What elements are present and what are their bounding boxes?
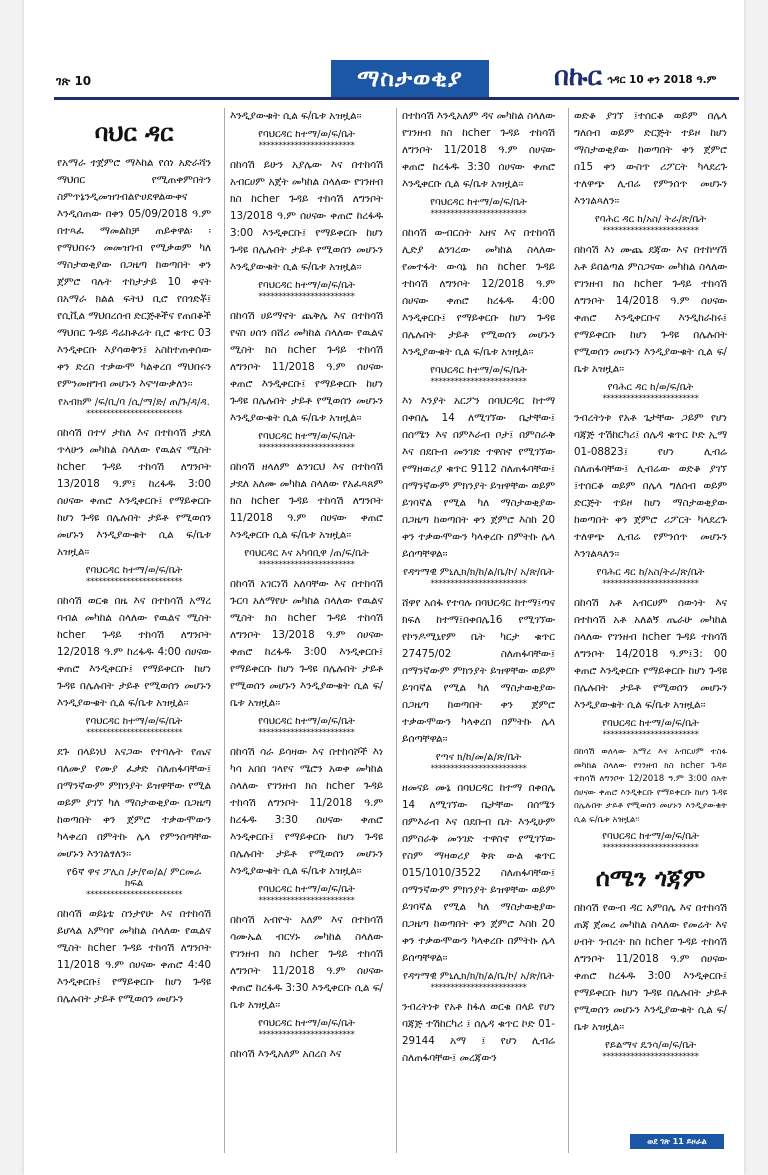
notice [402, 225, 555, 387]
notice-signature: የባህርዳር ከተማ/ወ/ፍ/ቤት [258, 884, 355, 895]
notice-signature: የባህርዳር ከተማ/ወ/ፍ/ቤት [258, 431, 355, 442]
notice-signature: የባህርዳር ከተማ/ወ/ፍ/ቤት [602, 718, 699, 729]
notice-separator: ************************ [258, 728, 355, 738]
column-4-content [569, 108, 732, 1062]
notice-text: በከሳሽ እንዲአለም አስረስ እና [230, 1048, 342, 1060]
notice [230, 459, 383, 570]
notice-separator: ************************ [258, 292, 355, 302]
notice [57, 744, 211, 900]
notice-separator: ************************ [602, 843, 699, 853]
notice-text: ሸዋየ አሰፋ የተባሉ በባህርዳር ከተማ፤ጣና ክፍለ ከተማ፤በቀበሌ16 የሚገኘው የኮንዶሚኒየም ቤት ካርታ ቁጥር 27475/02 ስለጠፋባቸው፤ በማንኛውም ምክንያት ይዝዋቸው ወይም ይገባኛል የሚል ካለ ማስታወቂያው በጋዜጣ ከወጣበት ቀን ጀምሮ ተቃውሞውን ካላቀረበ በምትኩ ሌላ ይሰጣቸዋል፡፡ [402, 597, 555, 745]
notice-text: በከሳሽ ሳራ ይሳዛው እና በተከሳሾች እነ ካሳ አበበ ገላየና ሜሮን አወቀ መካከል ስላለው የገንዘብ ክስ ከcher ጉዳይ ተከሳሽ ለግንቦት 11/2018 ዓ.ም ከረፋዱ 3:30 ሰሀናው ቀጠሮ እንዲቀርቡ፤ የማይቀርቡ ከሆነ ጉዳዩ በሌሉበት ታይቶ የሚወሰን መሆኑን እንዲያውቁት ሲል ፍ/ቤቱ አዝዟል፡፡ [230, 746, 383, 877]
notice-signature: የባህርዳር ከተማ/ወ/ፍ/ቤት [602, 831, 699, 842]
notice-separator: ************************ [258, 443, 355, 453]
notice-text: ደጉ በላይነህ አናጋው የተባሉት የጤና ባለሙያ የሙያ ፈቃድ ስለጠፋባቸው፤ በማንኛውም ምክንያት ይዝዋቸው የሚል ወይም ያገኘ ካለ ማስታወቂያው በጋዜጣ ከወጣበት ቀን ጀምሮ ተቃውሞውን ካላቀረበ በምትኩ ሌላ የምንሰጣቸው መሆኑን እንገልፃለን፡፡ [57, 746, 211, 860]
notice-text: በተከሳሽ እንዲአለም ዳና መካከል ስላለው የገንዘብ ክስ ከcher ጉዳይ ተከሳሽ ለግንቦት 11/2018 ዓ.ም ሰሀናው ቀጠሮ ከረፋዱ 3:30 ሰሀናው ቀጠሮ እንዲቀርቡ ሲል ፍ/ቤቱ አዝዟል፡፡ [402, 110, 555, 190]
notice-separator: ************************ [86, 728, 182, 738]
notice [574, 108, 727, 236]
column-4 [568, 108, 732, 1153]
notice-separator: ************************ [86, 409, 182, 419]
notice-separator: ************************ [258, 896, 355, 906]
notice [402, 393, 555, 589]
notice [57, 425, 211, 587]
notice-signature: የይልማና ዴንሳ/ወ/ፍ/ቤት [604, 1040, 697, 1051]
notice-text: ንብረትነቱ የአቶ ጌታቸው ጋይም የሆነ ባጃጅ ተሽከርካሪ፤ ሰሌዳ ቁጥር ኮድ ኢማ 01-08823፤ የሆነ ሊብሬ ስለጠፋባቸው፤ ሊብሬው ወድቆ ያገኘ ፤ተሰርቆ ወይም በሌላ ግለሰብ ወይም ድርጅት ተይዞ ከሆነ ማስታወቂያው ከወጣበት ቀን ጀምሮ ሪፖርት ካላደረጉ ተለዋጭ ሊብሬ የምንሰጥ መሆኑን እንገልጻለን፡፡ [574, 412, 727, 560]
notice-columns [52, 108, 742, 1158]
notice [574, 242, 727, 404]
notice [230, 157, 383, 302]
notice-signature: የባህርዳር ከተማ/ወ/ፍ/ቤት [430, 365, 527, 376]
notice-signature: የ6ኛ ዋና ፖሊስ /ታ/የወ/ል/ ምርመራ ክፍል [66, 867, 202, 889]
notice-signature: የባህርዳር ከተማ/ወ/ፍ/ቤት [85, 565, 183, 576]
notice-signature: የአብክም /ፍ/ቢ/ባ /ሲ/ማ/ድ/ ጠ/ጉ/ዳ/ዳ. [58, 397, 210, 408]
notice [574, 746, 727, 853]
issue-date: ኅዳር 10 ቀን 2018 ዓ.ም [607, 74, 717, 86]
notice [230, 108, 383, 151]
notice [230, 308, 383, 453]
notice-text: በከሳሽ ውብርስት አዘና እና በተከሳሽ ሊድያ ልንገረው መካከል ስላለው የመተፋት ውሳኔ ክስ ከcher ጉዳይ ተከሳሽ ለግንቦት 12/2018 ዓ.ም ሰሀናው ቀጠሮ ከረፋዱ 4:00 እንዲቀርቡ፤ የማይቀርቡ ከሆነ ጉዳዩ በሌሉበት ታይቶ የሚወሰን መሆኑን እንዲያውቁት ሲል ፍ/ቤቱ አዝዟል፡፡ [402, 227, 555, 358]
notice [402, 999, 555, 1067]
notice-text: በከሳሽ ወርቁ በዜ እና በተከሳሽ አማረ ባብል መካከል ስላለው የዉልና ሚስት ከcher ጉዳይ ተከሳሽ ለግንቦት 12/2018 ዓ.ም ከረፋዱ 4:00 ሰሀናው ቀጠሮ እንዲቀርቡ፤ የማይቀርቡ ከሆነ ጉዳዩ በሌሉበት ታይቶ የሚወሰን መሆኑን እንዲያውቁት ሲል ፍ/ቤቱ አዝዟል፡፡ [57, 595, 211, 709]
page-number: ገጽ 10 [56, 74, 92, 88]
notice [402, 108, 555, 219]
column-1 [52, 108, 216, 1153]
column-2 [224, 108, 388, 1153]
notice [230, 744, 383, 906]
column-2-content [225, 108, 388, 1063]
section-masthead: ማስታወቂያ [331, 60, 489, 97]
notice [402, 780, 555, 993]
notice-text: በከሳሽ ወለላው አማረ እና አብርሀም ተስፋ መካከል ስላለው የገንዘብ ክስ ከcher ጉዳይ ተከሳሽ ለግንቦት 12/2018 ዓ.ም 3:00 ሰአት ሰሀናው ቀጠሮ እንዲቀርቡ የማይቀርቡ ከሆነ ጉዳዩ በሌሉበት ታይቶ የሚወሰን መሆኑን እንዲያውቁት ሲል ፍ/ቤቱ አዝዟል፡፡ [574, 747, 727, 825]
notice-separator: ************************ [258, 1030, 355, 1040]
notice-text: በከሳሽ በተሃ ታከለ እና በተከሳሽ ታደለ ጥላሁን መካከል ስላለው የዉልና ሚስት ከcher ጉዳይ ተከሳሽ ለግንቦት 13/2018 ዓ.ም፤ ከረፋዱ 3:00 ሰሀናው ቀጠሮ እንዲቀርቡ፤ የማይቀርቡ ከሆነ ጉዳዩ በሌሉበት ታይቶ የሚወሰን መሆኑን እንዲያውቁት ሲል ፍ/ቤቱ አዝዟል፡፡ [57, 427, 211, 558]
continued-tag: ወደ ገጽ 11 ይዞራል [630, 1134, 724, 1149]
notice-text: በከሳሽ አገርነሽ አለባቸው እና በተከሳሽ ጉርባ አለማየሁ መካከል ስላለው የዉልና ሚስት ክስ ከcher ጉዳይ ተከሳሽ ለግንቦት 13/2018 ዓ.ም ሰሀናው ቀጠሮ ከረፋዱ 3:00 እንዲቀርቡ፤ የማይቀርቡ ከሆነ ጉዳዩ በሌሉበት ታይቶ የሚወሰን መሆኑን እንዲያውቁት ሲል ፍ/ቤቱ አዝዟል፡፡ [230, 578, 383, 709]
notice-separator: ************************ [430, 377, 527, 387]
notice-separator: ************************ [430, 983, 527, 993]
notice-text: በከሳሽ ይሁን አያሌው እና በተከሳሽ አብርሀም አጀት መካከል ስላለው የገንዘብ ክስ ከcher ጉዳይ ተከሳሽ ለግንቦት 13/2018 ዓ.ም ሰሀናው ቀጠሮ ከረፋዱ 3:00 እንዲቀርቡ፤ የማይቀርቡ ከሆነ ጉዳዩ በሌሉበት ታይቶ የሚወሰን መሆኑን እንዲያውቁት ሲል ፍ/ቤቱ አዝዟል፡፡ [230, 159, 383, 273]
notice [574, 595, 727, 740]
column-3 [396, 108, 560, 1153]
notice-signature: የባሕር ዳር ከ/አስ/ ትራ/ጽ/ቤት [594, 214, 707, 225]
notice-signature: የዳግማዊ ምኒሊክ/ክ/ከ/ል/ቤ/ኮ/ አ/ጽ/ቤት [403, 971, 554, 982]
notice-separator: ************************ [430, 579, 527, 589]
section-title: ባህር ዳር [94, 118, 174, 147]
notice-separator: ************************ [602, 226, 699, 236]
notice-separator: ************************ [86, 890, 182, 900]
notice-signature: የባሕር ዳር ከ/አስ/ትራ/ጽ/ቤት [596, 567, 705, 578]
notice-text: በከሳሽ የውብ ዳር አምበሌ እና በተከሳሽ ጠጃ ጀመረ መካከል ስላለው የመሬት እና ሀብት ንብረት ክስ ከcher ጉዳይ ተከሳሽ ለግንቦት 11/2018 ዓ.ም ሰሀናው ቀጠሮ ከረፋዱ 3:00 እንዲቀርቡ፤ የማይቀርቡ ከሆነ ጉዳዩ በሌሉበት ታይቶ የሚወሰን መሆኑን እንዲያውቁት ሲል ፍ/ቤቱ አዝዟል፡፡ [574, 902, 727, 1033]
notice-text: እንዲያውቁት ሲል ፍ/ቤቱ አዝዟል፡፡ [230, 110, 362, 122]
notice-signature: የባህርዳር ከተማ/ወ/ፍ/ቤት [258, 280, 355, 291]
notice-signature: የጣና ክ/ከ/መ/ል/ጽ/ቤት [435, 752, 522, 763]
notice [57, 593, 211, 738]
column-1-content [52, 118, 216, 1008]
notice-separator: ************************ [258, 560, 355, 570]
notice-text: ዘመናይ ሙኔ በባህርዳር ከተማ በቀበሌ 14 ለሚገኘው ቤታቸው በሰሜን በምእራብ እና በደቡብ ቤት እንዲሁም በምስራቅ መንገድ ተዋስኖ የሚገኘው የስም ማዛወሪያ ቅጽ ውል ቁጥር 015/1010/3522 ስለጠፋባቸው፤ በማንኛውም ምክንያት ይዝዋቸው ወይም ይገባኛል የሚል ካለ ማስታወቂያው በጋዜጣ ከወጣበት ቀን ጀምሮ እስከ 20 ቀን ተቃውሞውን ካላቀረቡ በምትኩ ሌላ ይሰጣቸዋል፡፡ [402, 782, 555, 964]
notice-text: በከሳሽ አብዮት አለም እና በተከሳሽ ሳሙኤል ብርሃኑ መካከል ስላለው የገንዘብ ክስ ከcher ጉዳይ ተከሳሽ ለግንቦት 11/2018 ዓ.ም ሰሀናው ቀጠሮ ከረፋዱ 3:30 እንዲቀርቡ ሲል ፍ/ቤቱ አዝዟል፡፡ [230, 914, 383, 1011]
column-3-content [397, 108, 560, 1067]
notice [57, 906, 211, 1008]
notice-separator: ************************ [430, 209, 527, 219]
section-title: ሰሜን ጎጃም [595, 863, 706, 892]
notice-signature: የባህርዳር ከተማ/ወ/ፍ/ቤት [258, 716, 355, 727]
notice-separator: ************************ [602, 394, 699, 404]
notice-separator: ************************ [430, 764, 527, 774]
newspaper-page [24, 0, 744, 1175]
notice-text: ወድቆ ያገኘ ፤ተሰርቆ ወይም በሌላ ግለሰብ ወይም ድርጅት ተይዞ ከሆነ ማስታወቂያው ከወጣበት ቀን ጀምሮ በ15 ቀን ውስጥ ሪፖርት ካላደረጉ ተለዋጭ ሊብሬ የምንሰጥ መሆኑን እንገልጻለን፡፡ [574, 110, 727, 207]
notice [230, 576, 383, 738]
notice-separator: ************************ [602, 730, 699, 740]
notice-separator: ************************ [602, 579, 699, 589]
page-header [54, 60, 739, 100]
notice-signature: የባህርዳር ከተማ/ወ/ፍ/ቤት [258, 129, 355, 140]
notice-text: በከሳሽ ወይኔቴ ስንታየሁ እና በተከሳሽ ይሆላል አምባየ መካከል ስላለው የዉልና ሚስት ከcher ጉዳይ ተከሳሽ ለግንቦት 11/2018 ዓ.ም ሰሀናው ቀጠሮ 4:40 እንዲቀርቡ፤ የማይቀርቡ ከሆነ ጉዳዩ በሌሉበት ታይቶ የሚወሰን መሆኑን [57, 908, 211, 1005]
notice-text: እነ እንያት አርፖን በባህርዳር ከተማ በቀበሌ 14 ለሚገኘው ቤታቸው፤ በሰሜን እና በምእራብ ቦታ፤ በምስራቅ እና በደቡብ መንገድ ተዋስኖ የሚገኘው የማዘወሪያ ቁጥር 9112 ስለጠፋባቸው፤ በማንኛውም ምክንያት ይዝዋቸው ወይም ይገባኛል የሚል ካለ ማስታወቂያው በጋዜጣ ከወጣበት ቀን ጀምሮ እስከ 20 ቀን ተቃውሞውን ካላቀረቡ በምትኩ ሌላ ይሰጣቸዋል፡፡ [402, 395, 555, 560]
notice [574, 900, 727, 1062]
notice-text: በከሳሽ ሀይማኖት ጨቅሌ እና በተከሳሽ የናስ ሀሰን በሸሪ መካከል ስላለው የዉልና ሚስት ክስ ከcher ጉዳይ ተከሳሽ ለግንቦት 11/2018 ዓ.ም ሰሀናው ቀጠሮ እንዲቀርቡ፤ የማይቀርቡ ከሆነ ጉዳዩ በሌሉበት ታይቶ የሚወሰን መሆኑን እንዲያውቁት ሲል ፍ/ቤቱ አዝዟል፡፡ [230, 310, 383, 424]
notice-text: በከሳሽ እነ ሙጨ ደጃው እና በተከሣሽ አቶ ይበልጣል ምስጋናው መካከል ስላለው የገንዘብ ክስ ከcher ጉዳይ ተከሳሽ ለግንቦት 14/2018 ዓ.ም ሰሀናው ቀጠሮ እንዲቀርቡና እንዲከራከሩ፤ የማይቀርቡ ከሆነ ጉዳዩ በሌሉበት የሚወሰን መሆኑን እንዲያውቁት ሲል ፍ/ቤቱ አዝዟል፡፡ [574, 244, 727, 375]
notice [230, 912, 383, 1040]
notice-text: ንብረትነቱ የአቶ ከፋለ ወርቁ በላይ የሆነ ባጃጅ ተሽከርካሪ ፤ ሰሌዳ ቁጥር ኮድ 01-29144 አማ ፤ የሆነ ሊብሬ ስለጠፋባቸው፤ መረጃውን [402, 1001, 555, 1064]
notice-separator: ************************ [86, 577, 182, 587]
notice-signature: የባህርዳር እና አካባቢዋ /ጠ/ፍ/ቤት [244, 548, 369, 559]
notice-text: የአማራ ተጀምሮ ማእከል የሰነ አድራሻን ማህበር የሚጠቀምበትን ስምጥኔንዲመዝገብልዮሀደዋልውቀና እንዲሰጠው በቀን 05/09/2018 ዓ.ም በተጻፈ ማመልከቻ ጠይቀዋል፡ ፡ የማህበሩን መመዝገብ የሚቃወም ካለ ማስታወቂያው በጋዜጣ ከወጣበት ቀን ጀምሮ ባሉት ተከታታይ 10 ቀናት በአማራ ክልል ፍትህ ቢሮ የበጎድቾ፤ የሲቪል ማህበረሰብ ድርጅቶችና የጠበቆች ማህበር ጉዳይ ዳሬክቶሬት ቢሮ ቁጥር 03 እንዲቀርቡ እያሳወቅን፤ አስከተጠቀሰው ቀን ድረስ ተቃውሞ ካልቀረበ ማህበሩን የምንመዘግብ መሆኑን እናሣውቃለን፡፡ [57, 157, 211, 390]
notice-signature: የባሕር ዳር ከ/ወ/ፍ/ቤት [607, 382, 694, 393]
notice [230, 1046, 383, 1063]
notice-signature: የባህርዳር ከተማ/ወ/ፍ/ቤት [430, 197, 527, 208]
notice-separator: ************************ [602, 1052, 699, 1062]
notice-text: በከሳሽ ዘላለም ልንገርህ እና በተከሳሽ ታደለ አለሙ መካከል ስላለው የአፈጻጸም ክስ ከcher ጉዳይ ተከሳሽ ለግንቦት 11/2018 ዓ.ም ሰሀናው ቀጠሮ እንዲቀርቡ ሲል ፍ/ቤቱ አዝዟል፡፡ [230, 461, 383, 541]
notice-separator: ************************ [258, 141, 355, 151]
notice [57, 155, 211, 419]
notice-signature: የባህርዳር ከተማ/ወ/ፍ/ቤት [85, 716, 183, 727]
notice [402, 595, 555, 774]
notice-text: በከሳሽ አቶ አብርሀም ሰውነት እና በተከሳሽ አቶ አለልኝ ጤራሁ መካከል ስላለው የገንዘብ ከcher ጉዳይ ተከሳሽ ለግንቦት 14/2018 ዓ.ም፤3: 00 ቀጠሮ እንዲቀርቡ የማይቀርቡ ከሆነ ጉዳዩ በሌሉበት ታይቶ የሚወሰን መሆኑን እንዲያውቁት ሲል ፍ/ቤቱ አዝዟል፡፡ [574, 597, 727, 711]
notice [574, 410, 727, 589]
notice-signature: የዳግማዊ ምኒሊክ/ክ/ከ/ል/ቤ/ኮ/ አ/ጽ/ቤት [403, 567, 554, 578]
newspaper-name: በኩር [554, 62, 602, 92]
notice-signature: የባህርዳር ከተማ/ወ/ፍ/ቤት [258, 1018, 355, 1029]
